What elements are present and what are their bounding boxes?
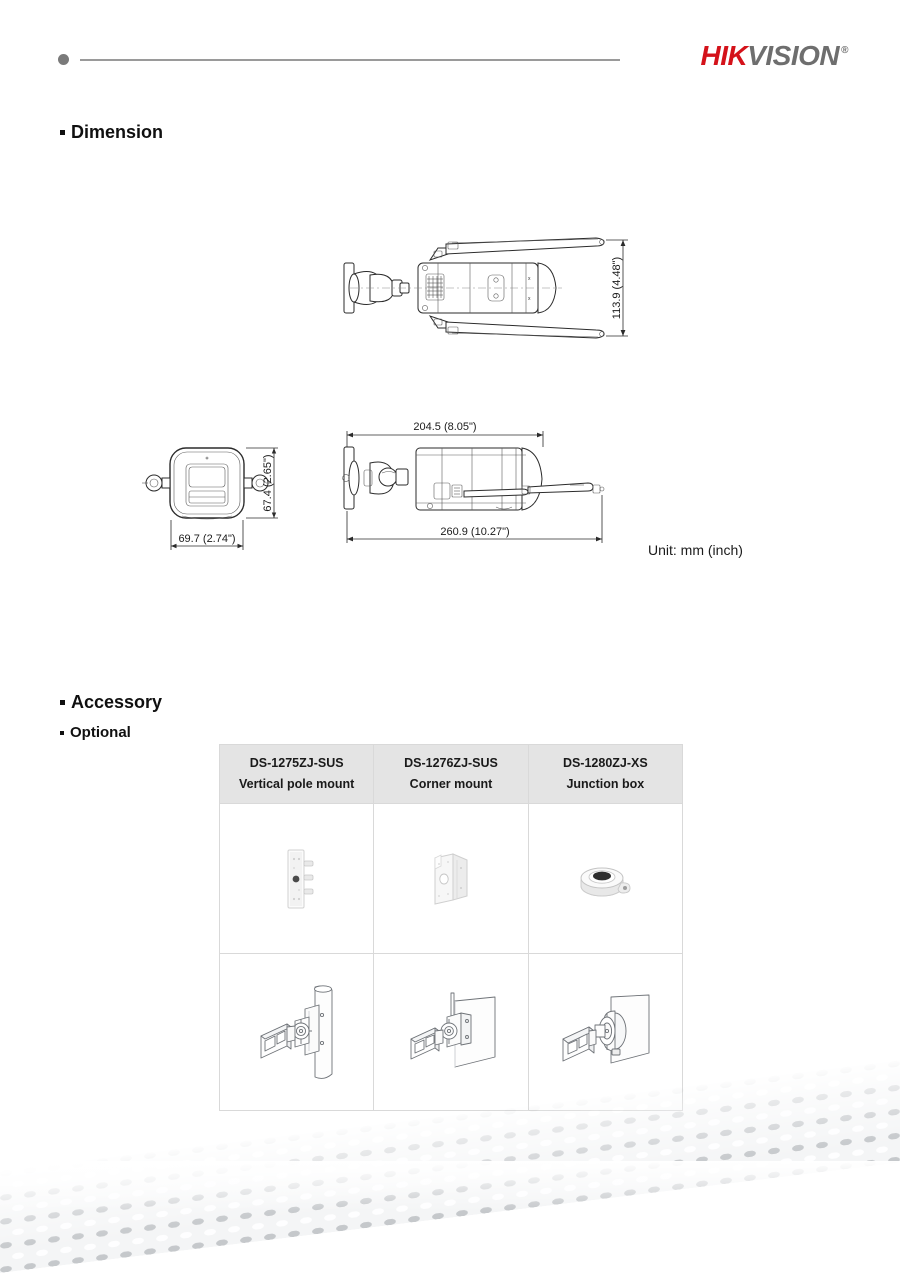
top-view-drawing (330, 230, 650, 380)
svg-text:x: x (528, 296, 531, 302)
unit-note: Unit: mm (inch) (648, 542, 743, 558)
section-heading-optional (60, 724, 131, 741)
dim-label-side-total: 260.9 (10.27") (440, 526, 510, 538)
camera-on-corner-icon (374, 954, 527, 1110)
accessory-header-cell-1 (220, 745, 374, 804)
accessory-model-2: DS-1276ZJ-SUS (404, 756, 498, 771)
table-row-products (220, 804, 683, 954)
accessory-table (219, 744, 683, 1111)
accessory-product-cell-1 (220, 804, 374, 954)
bullet-square-icon (60, 700, 65, 705)
accessory-header-cell-3 (528, 745, 682, 804)
table-row-installations (220, 954, 683, 1111)
dim-label-front-width: 69.7 (2.74") (178, 533, 236, 545)
dim-label-top-height: 113.9 (4.48") (611, 256, 623, 320)
logo-hik-text: HIK (700, 40, 748, 71)
accessory-desc-2: Corner mount (409, 777, 493, 791)
accessory-header-cell-2 (374, 745, 528, 804)
accessory-install-cell-2 (374, 954, 528, 1111)
corner-mount-icon (374, 804, 527, 953)
camera-on-pole-icon (220, 954, 373, 1110)
accessory-product-cell-2 (374, 804, 528, 954)
side-view-drawing (330, 415, 650, 555)
accessory-desc-1: Vertical pole mount (239, 777, 355, 791)
table-header-row (220, 745, 683, 804)
accessory-desc-3: Junction box (566, 777, 645, 791)
logo-vision-text: VISION (747, 40, 840, 71)
logo-registered-mark: ® (841, 45, 848, 56)
accessory-table-header (220, 745, 683, 804)
svg-text:x: x (528, 276, 531, 282)
vertical-pole-mount-icon (220, 804, 373, 953)
junction-box-icon (529, 804, 682, 953)
section-title-text: Dimension (71, 122, 164, 142)
dim-label-side-body: 204.5 (8.05") (413, 421, 477, 433)
accessory-install-cell-1 (220, 954, 374, 1111)
bullet-square-icon (60, 731, 64, 735)
section-heading-accessory (60, 692, 162, 713)
accessory-product-cell-3 (528, 804, 682, 954)
accessory-model-3: DS-1280ZJ-XS (562, 756, 648, 771)
section-title-text: Accessory (71, 692, 163, 712)
section-subtitle-text: Optional (70, 724, 131, 741)
dimension-drawings (0, 0, 900, 620)
accessory-model-1: DS-1275ZJ-SUS (249, 756, 344, 771)
dim-label-front-height: 67.4 (2.65") (262, 454, 274, 512)
front-view-drawing (138, 438, 303, 563)
